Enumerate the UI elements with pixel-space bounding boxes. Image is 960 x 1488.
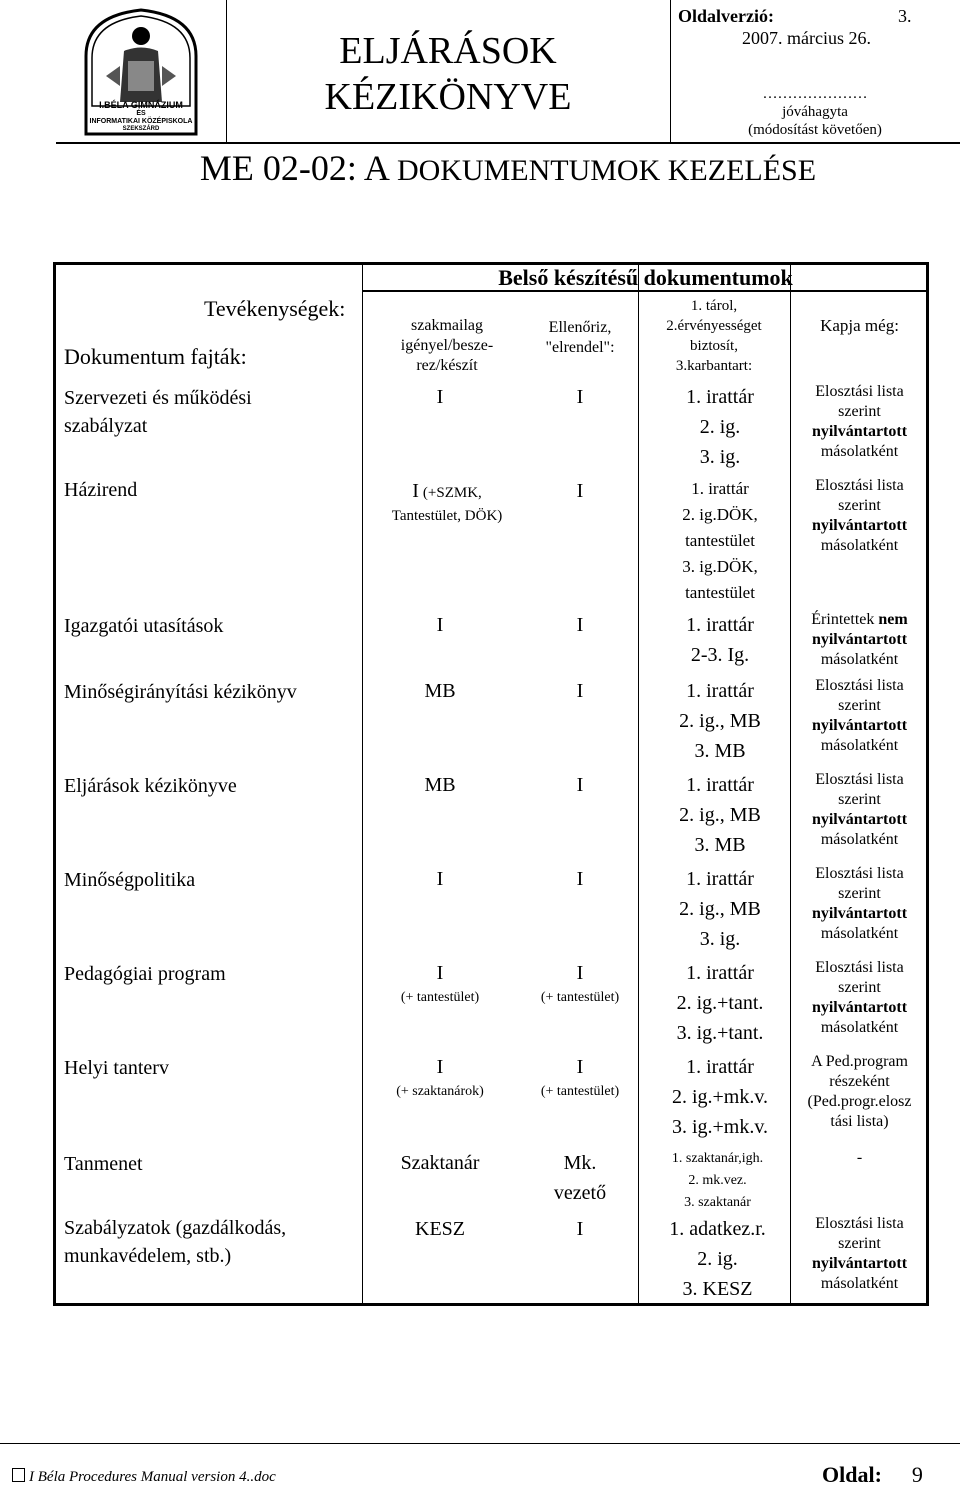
col-request-line: rez/készít bbox=[416, 357, 478, 374]
store-line: 2. mk.vez. bbox=[688, 1173, 747, 1188]
recv-line: másolatként bbox=[820, 537, 899, 554]
col-store-line: 2.érvényességet bbox=[666, 318, 762, 334]
row-receives bbox=[790, 476, 929, 556]
row-store bbox=[650, 1052, 790, 1142]
row-receives bbox=[790, 864, 929, 944]
footer-file bbox=[12, 1468, 276, 1486]
store-line: 3. KESZ bbox=[682, 1278, 753, 1300]
row-receives bbox=[790, 382, 929, 462]
recv-line: másolatként bbox=[820, 443, 899, 460]
row-name: munkavédelem, stb.) bbox=[64, 1245, 232, 1267]
row-store bbox=[650, 610, 790, 670]
store-line: 1. irattár bbox=[686, 614, 754, 636]
page-title bbox=[226, 28, 670, 120]
row-check: I bbox=[576, 480, 584, 502]
row-name: Pedagógiai program bbox=[64, 963, 226, 985]
footer-file-name: I Béla Procedures Manual version 4..doc bbox=[29, 1469, 276, 1485]
recv-line: részeként bbox=[829, 1073, 890, 1090]
recv-line: szerint bbox=[838, 979, 881, 996]
store-line: 3. ig. bbox=[699, 446, 741, 468]
row-name: Szervezeti és működési bbox=[64, 387, 252, 409]
approved-dots: ………………… bbox=[762, 86, 868, 102]
recv-line: nyilvántartott bbox=[811, 717, 908, 734]
check-value: I bbox=[576, 962, 584, 984]
row-receives bbox=[790, 1214, 929, 1294]
footer-page-label: Oldal: bbox=[822, 1462, 882, 1487]
row-name: Igazgatói utasítások bbox=[64, 615, 224, 637]
row-request bbox=[362, 476, 532, 526]
version-value: 3. bbox=[898, 6, 912, 26]
recv-line: másolatként bbox=[820, 925, 899, 942]
table-row bbox=[64, 1054, 169, 1082]
row-store bbox=[650, 958, 790, 1048]
store-line: 2. ig. bbox=[699, 416, 741, 438]
recv-line: másolatként bbox=[820, 651, 899, 668]
row-check: I bbox=[576, 868, 584, 890]
store-line: 1. irattár bbox=[686, 774, 754, 796]
request-value: I bbox=[436, 962, 444, 984]
recv-line: Elosztási lista bbox=[815, 677, 904, 694]
row-receives bbox=[790, 610, 929, 670]
store-line: 1. szaktanár,igh. bbox=[671, 1151, 764, 1166]
recv-line: - bbox=[856, 1149, 863, 1166]
store-line: 2. ig.DÖK, bbox=[682, 505, 758, 524]
section-title bbox=[56, 144, 960, 195]
store-line: 1. irattár bbox=[686, 680, 754, 702]
check-value: Mk. bbox=[563, 1152, 597, 1174]
recv-line: szerint bbox=[838, 497, 881, 514]
store-line: 2-3. Ig. bbox=[690, 644, 750, 666]
logo-line-3: INFORMATIKAI KÖZÉPISKOLA bbox=[89, 118, 193, 125]
recv-line: nem bbox=[878, 611, 908, 628]
store-line: 3. szaktanár bbox=[684, 1195, 751, 1210]
col-store-line: biztosít, bbox=[690, 338, 738, 354]
col-request-line: szakmailag bbox=[411, 317, 483, 334]
recv-line: nyilvántartott bbox=[811, 517, 908, 534]
request-note: Tantestület, DÖK) bbox=[391, 508, 503, 524]
recv-line: (Ped.progr.elosz bbox=[807, 1093, 912, 1110]
recv-line: Elosztási lista bbox=[815, 477, 904, 494]
store-line: 3. ig.+mk.v. bbox=[671, 1116, 769, 1138]
recv-line: A Ped.program bbox=[811, 1053, 908, 1070]
col-header-request bbox=[362, 316, 532, 376]
col-check-line: Ellenőriz, bbox=[548, 319, 612, 336]
row-name: szabályzat bbox=[64, 415, 148, 437]
row-receives bbox=[790, 676, 929, 756]
section-title-rest: DOKUMENTUMOK KEZELÉSE bbox=[396, 154, 817, 187]
store-line: 2. ig. bbox=[697, 1248, 738, 1270]
request-note: (+ szaktanárok) bbox=[396, 1084, 484, 1099]
doctype-label: Dokumentum fajták: bbox=[64, 344, 247, 369]
col-divider-1 bbox=[362, 262, 363, 1306]
recv-line: másolatként bbox=[820, 1019, 899, 1036]
store-line: 1. adatkez.r. bbox=[669, 1218, 766, 1240]
table-row bbox=[64, 866, 195, 894]
request-value: I bbox=[412, 480, 419, 502]
recv-line: Elosztási lista bbox=[815, 771, 904, 788]
row-request bbox=[362, 1052, 518, 1102]
row-request: Szaktanár bbox=[400, 1152, 480, 1174]
recv-line: nyilvántartott bbox=[811, 811, 908, 828]
check-value: vezető bbox=[553, 1182, 607, 1204]
col-store-line: 1. tárol, bbox=[690, 298, 738, 314]
recv-line: nyilvántartott bbox=[811, 423, 908, 440]
store-line: 2. ig.+mk.v. bbox=[671, 1086, 769, 1108]
recv-line: nyilvántartott bbox=[811, 631, 908, 648]
request-note: (+ tantestület) bbox=[400, 990, 480, 1005]
row-store bbox=[650, 476, 790, 606]
recv-line: Elosztási lista bbox=[815, 865, 904, 882]
table-row bbox=[64, 678, 297, 706]
recv-line: nyilvántartott bbox=[811, 999, 908, 1016]
row-request: MB bbox=[424, 680, 456, 702]
title-line-2: KÉZIKÖNYVE bbox=[324, 76, 572, 118]
store-line: 2. ig., MB bbox=[679, 804, 761, 826]
row-store bbox=[645, 1148, 790, 1214]
store-line: 1. irattár bbox=[686, 868, 754, 890]
store-line: 1. irattár bbox=[686, 386, 754, 408]
table-row bbox=[64, 476, 137, 504]
row-store bbox=[650, 676, 790, 766]
request-note: (+SZMK, bbox=[422, 485, 482, 501]
store-line: 3. MB bbox=[694, 834, 746, 856]
col-request-line: igényel/besze- bbox=[400, 337, 494, 354]
row-name: Eljárások kézikönyve bbox=[64, 775, 237, 797]
store-line: 3. ig. bbox=[699, 928, 741, 950]
table-row bbox=[64, 1214, 286, 1270]
recv-line: nyilvántartott bbox=[811, 905, 908, 922]
footer-page bbox=[822, 1462, 923, 1488]
store-line: tantestület bbox=[685, 583, 755, 602]
row-receives bbox=[790, 770, 929, 850]
col-header-store bbox=[638, 296, 790, 376]
store-line: 2. ig.+tant. bbox=[676, 992, 764, 1014]
check-note: (+ tantestület) bbox=[540, 990, 620, 1005]
row-check bbox=[510, 1052, 650, 1102]
row-check bbox=[530, 1148, 630, 1208]
col-check-line: "elrendel": bbox=[545, 339, 615, 356]
table-row bbox=[64, 960, 226, 988]
row-receives bbox=[790, 958, 929, 1038]
footer-page-number: 9 bbox=[911, 1462, 923, 1487]
group-header: Belső készítésű dokumentumok bbox=[498, 265, 793, 290]
check-note: (+ tantestület) bbox=[540, 1084, 620, 1099]
logo-line-1: I.BÉLA GIMNÁZIUM bbox=[99, 100, 183, 110]
store-line: 1. irattár bbox=[691, 479, 749, 498]
activities-label: Tevékenységek: bbox=[204, 296, 346, 321]
row-check: I bbox=[576, 386, 584, 408]
title-line-1: ELJÁRÁSOK bbox=[339, 30, 557, 72]
logo-line-2: ÉS bbox=[136, 110, 146, 117]
store-line: 3. ig.+tant. bbox=[676, 1022, 764, 1044]
row-check: I bbox=[576, 774, 584, 796]
row-store bbox=[650, 382, 790, 472]
store-line: 3. MB bbox=[694, 740, 746, 762]
store-line: 2. ig., MB bbox=[679, 898, 761, 920]
approved-note: (módosítást követően) bbox=[748, 122, 882, 138]
table-row bbox=[64, 772, 237, 800]
row-receives bbox=[790, 1148, 929, 1168]
row-request: KESZ bbox=[415, 1218, 465, 1240]
recv-line: másolatként bbox=[820, 737, 899, 754]
row-name: Minőségpolitika bbox=[64, 869, 196, 891]
recv-line: másolatként bbox=[820, 831, 899, 848]
footer-divider bbox=[0, 1443, 960, 1444]
row-request: I bbox=[436, 386, 444, 408]
recv-line: tási lista) bbox=[830, 1113, 889, 1130]
version-label: Oldalverzió: bbox=[678, 6, 774, 26]
row-name: Tanmenet bbox=[64, 1153, 143, 1175]
row-receives bbox=[790, 1052, 929, 1132]
section-title-prefix: ME 02-02: A bbox=[199, 148, 397, 188]
recv-line: nyilvántartott bbox=[811, 1255, 908, 1272]
logo-box bbox=[56, 0, 227, 142]
table-row bbox=[64, 384, 252, 440]
recv-line: Érintettek bbox=[811, 611, 875, 628]
row-request: I bbox=[436, 614, 444, 636]
recv-line: szerint bbox=[838, 1235, 881, 1252]
row-request bbox=[362, 958, 518, 1008]
version-box bbox=[670, 0, 960, 142]
row-name: Házirend bbox=[64, 479, 138, 501]
recv-line: másolatként bbox=[820, 1275, 899, 1292]
recv-line: szerint bbox=[838, 403, 881, 420]
row-name: Minőségirányítási kézikönyv bbox=[64, 681, 297, 703]
recv-line: Elosztási lista bbox=[815, 959, 904, 976]
recv-line: Elosztási lista bbox=[815, 1215, 904, 1232]
row-store bbox=[645, 1214, 790, 1304]
store-line: 2. ig., MB bbox=[679, 710, 761, 732]
document-icon bbox=[12, 1468, 25, 1482]
col-header-receives: Kapja még: bbox=[820, 316, 899, 335]
row-name: Szabályzatok (gazdálkodás, bbox=[64, 1217, 287, 1239]
table-row bbox=[64, 612, 223, 640]
row-store bbox=[650, 770, 790, 860]
recv-line: szerint bbox=[838, 791, 881, 808]
store-line: 1. irattár bbox=[686, 1056, 754, 1078]
row-check: I bbox=[576, 680, 584, 702]
version-date: 2007. március 26. bbox=[742, 28, 871, 48]
request-value: I bbox=[436, 1056, 444, 1078]
store-line: 1. irattár bbox=[686, 962, 754, 984]
store-line: 3. ig.DÖK, bbox=[682, 557, 758, 576]
row-check bbox=[510, 958, 650, 1008]
row-request: MB bbox=[424, 774, 456, 796]
row-check: I bbox=[576, 614, 584, 636]
store-line: tantestület bbox=[685, 531, 755, 550]
col-store-line: 3.karbantart: bbox=[675, 358, 753, 374]
recv-line: szerint bbox=[838, 697, 881, 714]
recv-line: szerint bbox=[838, 885, 881, 902]
col-header-check bbox=[520, 318, 640, 358]
table-row bbox=[64, 1150, 143, 1178]
row-store bbox=[650, 864, 790, 954]
row-check: I bbox=[576, 1218, 584, 1240]
logo-line-4: SZEKSZÁRD bbox=[122, 126, 160, 132]
row-name: Helyi tanterv bbox=[64, 1057, 169, 1079]
check-value: I bbox=[576, 1056, 584, 1078]
approved-label: jóváhagyta bbox=[782, 104, 848, 120]
row-request: I bbox=[436, 868, 444, 890]
recv-line: Elosztási lista bbox=[815, 383, 904, 400]
col-divider-2 bbox=[638, 262, 639, 1306]
